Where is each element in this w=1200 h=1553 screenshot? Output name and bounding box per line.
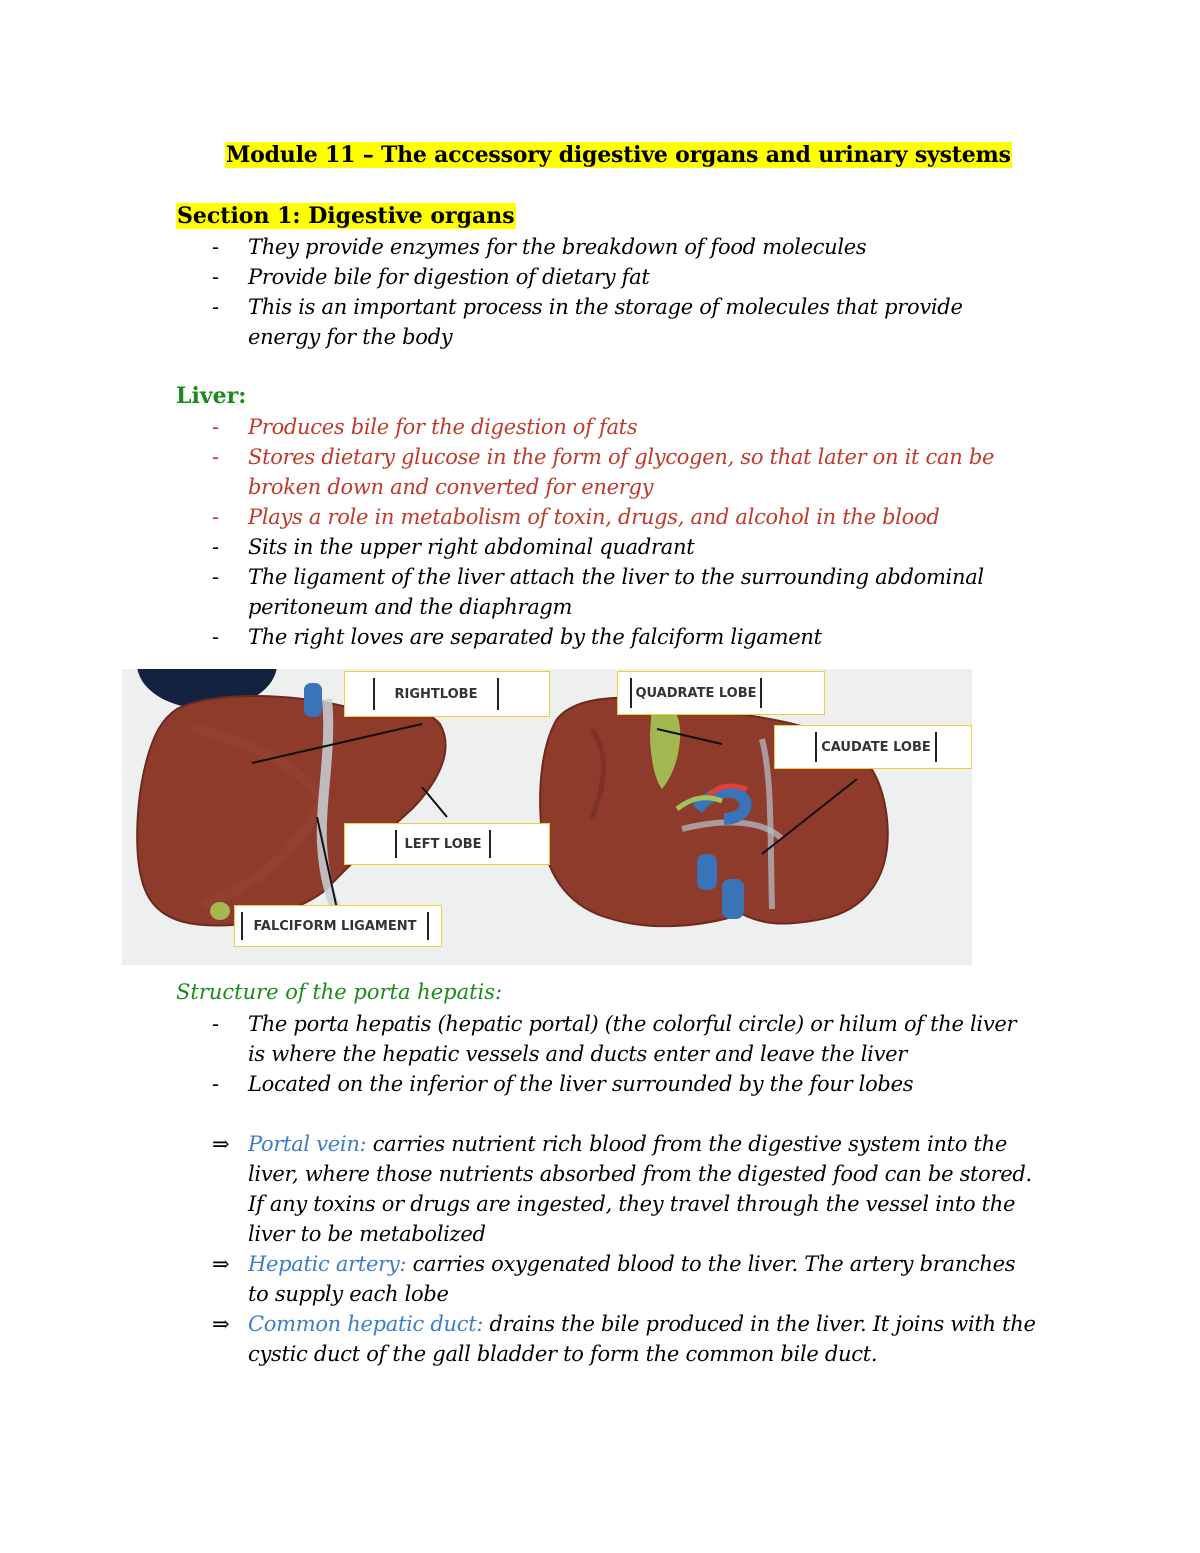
ivc-vessel <box>304 683 322 717</box>
list-item: - This is an important process in the storage of molecules that provide energy for the body <box>176 292 1036 352</box>
bullet-dash: - <box>212 235 219 259</box>
list-item: - The ligament of the liver attach the liver to the surrounding abdominal peritoneum and the diaphragm <box>176 562 1036 622</box>
section-heading: Section 1: Digestive organs <box>177 203 515 229</box>
bullet-dash: - <box>212 265 219 289</box>
label-left-lobe: LEFT LOBE <box>344 823 550 865</box>
bullet-dash: - <box>212 415 219 439</box>
label-quadrate-lobe: QUADRATE LOBE <box>617 671 825 715</box>
list-item: - Stores dietary glucose in the form of glycogen, so that later on it can be broken down and converted for energy <box>176 442 1036 502</box>
arrow-icon: ⇒ <box>212 1132 230 1156</box>
bullet-dash: - <box>212 1012 219 1036</box>
porta-list <box>176 1009 1036 1099</box>
list-item: ⇒ Common hepatic duct: drains the bile produced in the liver. It joins with the cystic duct of the gall bladder to form the common bile duct. <box>176 1309 1036 1369</box>
label-right-lobe: RIGHTLOBE <box>344 671 550 717</box>
page-title: Module 11 – The accessory digestive organs and urinary systems <box>226 142 1011 168</box>
list-item: - Located on the inferior of the liver surrounded by the four lobes <box>176 1069 1036 1099</box>
gallbladder-tip <box>210 902 230 920</box>
bullet-dash: - <box>212 625 219 649</box>
liver-anatomy-figure <box>122 669 972 965</box>
list-item: - Provide bile for digestion of dietary fat <box>176 262 1036 292</box>
list-item: - Plays a role in metabolism of toxin, drugs, and alcohol in the blood <box>176 502 1036 532</box>
ivc-lower <box>697 854 717 890</box>
vessel-list <box>176 1129 1036 1369</box>
porta-heading: Structure of the porta hepatis: <box>176 980 503 1004</box>
bullet-dash: - <box>212 295 219 319</box>
list-item: - Sits in the upper right abdominal quadrant <box>176 532 1036 562</box>
liver-heading: Liver: <box>176 383 247 409</box>
arrow-icon: ⇒ <box>212 1312 230 1336</box>
label-falciform-ligament: FALCIFORM LIGAMENT <box>234 905 442 947</box>
bullet-dash: - <box>212 445 219 469</box>
liver-list <box>176 412 1036 652</box>
list-item: ⇒ Hepatic artery: carries oxygenated blood to the liver. The artery branches to supply each lobe <box>176 1249 1036 1309</box>
bullet-dash: - <box>212 535 219 559</box>
list-item: - The porta hepatis (hepatic portal) (the colorful circle) or hilum of the liver is where the hepatic vessels and ducts enter and leave the liver <box>176 1009 1036 1069</box>
bullet-dash: - <box>212 565 219 589</box>
section-list <box>176 232 1036 352</box>
list-item: - Produces bile for the digestion of fats <box>176 412 1036 442</box>
arrow-icon: ⇒ <box>212 1252 230 1276</box>
list-item: - They provide enzymes for the breakdown of food molecules <box>176 232 1036 262</box>
list-item: - The right loves are separated by the falciform ligament <box>176 622 1036 652</box>
label-caudate-lobe: CAUDATE LOBE <box>774 725 972 769</box>
liver-anterior <box>137 696 445 925</box>
bullet-dash: - <box>212 1072 219 1096</box>
list-item: ⇒ Portal vein: carries nutrient rich blood from the digestive system into the liver, where those nutrients absorbed from the digested food can be stored. If any toxins or drugs are ingested, they travel through the vessel into the liver to be metabolized <box>176 1129 1036 1249</box>
bullet-dash: - <box>212 505 219 529</box>
